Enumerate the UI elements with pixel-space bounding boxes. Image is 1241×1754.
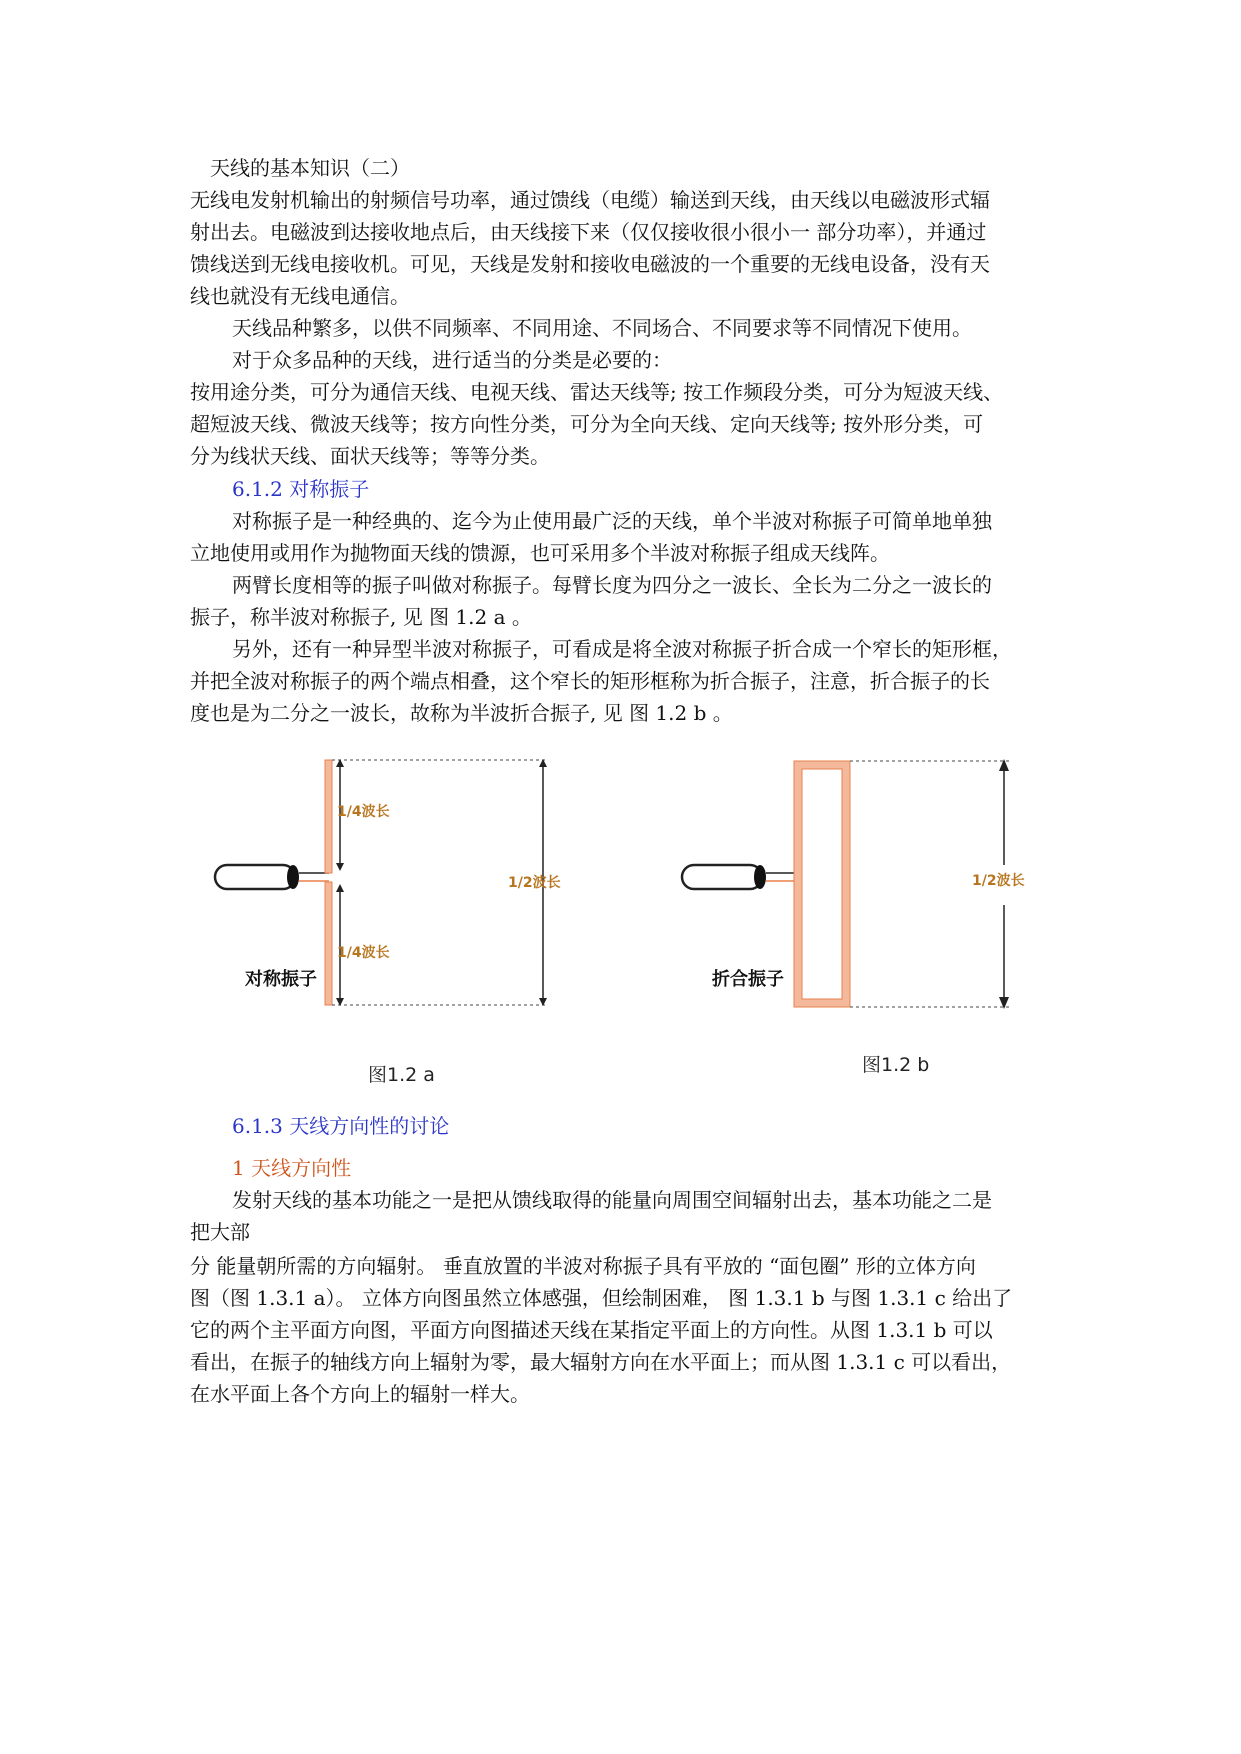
section-heading-6-1-3: 6.1.3 天线方向性的讨论 [232, 1114, 450, 1138]
paragraph-line: 射出去。电磁波到达接收地点后，由天线接下来（仅仅接收很小很小一 部分功率），并通过 [190, 220, 987, 244]
document-title: 天线的基本知识（二） [210, 156, 410, 180]
quarter-wave-label-upper: 1/4波长 [337, 804, 390, 820]
paragraph-line: 分 能量朝所需的方向辐射。 垂直放置的半波对称振子具有平放的 “面包圈” 形的立体方向 [190, 1254, 976, 1278]
paragraph-line: 天线品种繁多，以供不同频率、不同用途、不同场合、不同要求等不同情况下使用。 [232, 316, 972, 340]
folded-frame-icon [798, 765, 846, 1003]
paragraph-line: 对于众多品种的天线，进行适当的分类是必要的： [232, 348, 672, 372]
paragraph-line: 发射天线的基本功能之一是把从馈线取得的能量向周围空间辐射出去，基本功能之二是 [232, 1188, 992, 1212]
folded-name-label: 折合振子 [712, 969, 784, 990]
paragraph-line: 把大部 [190, 1220, 250, 1244]
section-heading-6-1-2: 6.1.2 对称振子 [232, 477, 370, 501]
paragraph-line: 图（图 1.3.1 a）。 立体方向图虽然立体感强，但绘制困难， 图 1.3.1 b 与图 1.3.1 c 给出了 [190, 1286, 1013, 1310]
paragraph-line: 度也是为二分之一波长，故称为半波折合振子, 见 图 1.2 b 。 [190, 701, 733, 725]
paragraph-line: 立地使用或用作为抛物面天线的馈源，也可采用多个半波对称振子组成天线阵。 [190, 541, 890, 565]
coax-cable-icon [682, 865, 762, 889]
paragraph-line: 并把全波对称振子的两个端点相叠，这个窄长的矩形框称为折合振子，注意，折合振子的长 [190, 669, 990, 693]
paragraph-line: 它的两个主平面方向图，平面方向图描述天线在某指定平面上的方向性。从图 1.3.1 b 可以 [190, 1318, 993, 1342]
subsection-heading: 1 天线方向性 [232, 1156, 352, 1180]
paragraph-line: 按用途分类，可分为通信天线、电视天线、雷达天线等; 按工作频段分类，可分为短波天线、 [190, 380, 1004, 404]
half-wave-label: 1/2波长 [508, 875, 561, 891]
figure-caption-a: 图1.2 a [368, 1064, 435, 1086]
figure-caption-b: 图1.2 b [862, 1054, 930, 1076]
upper-arm-icon [325, 760, 332, 873]
paragraph-line: 无线电发射机输出的射频信号功率，通过馈线（电缆）输送到天线，由天线以电磁波形式辐 [190, 188, 990, 212]
paragraph-line: 在水平面上各个方向上的辐射一样大。 [190, 1382, 530, 1406]
coax-cable-icon [215, 865, 295, 889]
paragraph-line: 分为线状天线、面状天线等；等等分类。 [190, 444, 550, 468]
paragraph-line: 看出，在振子的轴线方向上辐射为零，最大辐射方向在水平面上；而从图 1.3.1 c 可以看出， [190, 1350, 1012, 1374]
quarter-wave-label-lower: 1/4波长 [337, 945, 390, 961]
figure-symmetric-dipole [205, 755, 575, 1015]
paragraph-line: 振子，称半波对称振子, 见 图 1.2 a 。 [190, 605, 532, 629]
paragraph-line: 两臂长度相等的振子叫做对称振子。每臂长度为四分之一波长、全长为二分之一波长的 [232, 573, 992, 597]
dipole-name-label: 对称振子 [245, 969, 317, 990]
lower-arm-icon [325, 882, 332, 1005]
paragraph-line: 超短波天线、微波天线等；按方向性分类，可分为全向天线、定向天线等; 按外形分类，可 [190, 412, 984, 436]
cable-end-icon [754, 865, 766, 889]
cable-end-icon [287, 865, 299, 889]
half-wave-label: 1/2波长 [972, 873, 1025, 889]
paragraph-line: 对称振子是一种经典的、迄今为止使用最广泛的天线，单个半波对称振子可简单地单独 [232, 509, 992, 533]
paragraph-line: 线也就没有无线电通信。 [190, 284, 410, 308]
paragraph-line: 另外，还有一种异型半波对称振子，可看成是将全波对称振子折合成一个窄长的矩形框， [232, 637, 1012, 661]
paragraph-line: 馈线送到无线电接收机。可见，天线是发射和接收电磁波的一个重要的无线电设备，没有天 [190, 252, 990, 276]
figure-folded-dipole [672, 755, 1032, 1015]
